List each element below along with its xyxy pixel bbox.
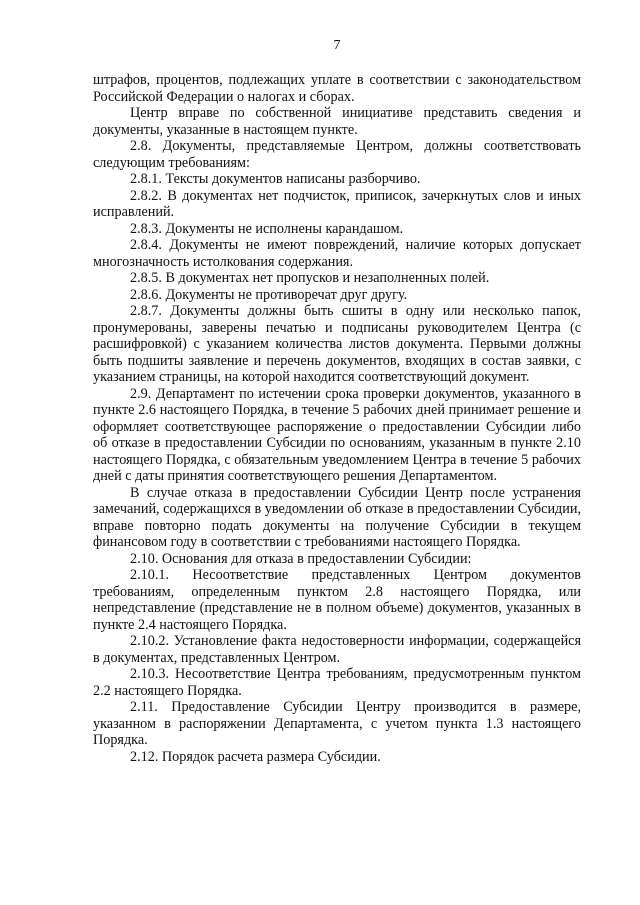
paragraph-2-10: 2.10. Основания для отказа в предоставлении Субсидии:	[130, 550, 472, 567]
paragraph: В случае отказа в предоставлении Субсидии Центр после устранения замечаний, содержащихся в уведомлении об отказе в предоставлении Субсидии, вправе повторно подать документы на получение Субсидии в текущем финансовом году в соответствии с требованиями настоящего Порядка.	[93, 484, 581, 550]
paragraph-2-8-2: 2.8.2. В документах нет подчисток, приписок, зачеркнутых слов и иных исправлений.	[93, 187, 581, 220]
paragraph: Центр вправе по собственной инициативе представить сведения и документы, указанные в настоящем пункте.	[93, 105, 581, 138]
paragraph-2-10-3: 2.10.3. Несоответствие Центра требованиям, предусмотренным пунктом 2.2 настоящего Порядка.	[93, 666, 581, 699]
document-body	[93, 72, 581, 765]
paragraph-2-11: 2.11. Предоставление Субсидии Центру производится в размере, указанном в распоряжении Департамента, с учетом пункта 1.3 настоящего Порядка.	[93, 699, 581, 748]
paragraph-2-10-1: 2.10.1. Несоответствие представленных Центром документов требованиям, определенным пунктом 2.8 настоящего Порядка, или непредставление (представление не в полном объеме) документов, указанных в пункте 2.4 настоящего Порядка.	[93, 567, 581, 633]
paragraph-2-8-1: 2.8.1. Тексты документов написаны разборчиво.	[130, 171, 421, 187]
paragraph-2-8-5: 2.8.5. В документах нет пропусков и незаполненных полей.	[130, 270, 490, 286]
paragraph-2-8-7: 2.8.7. Документы должны быть сшиты в одну или несколько папок, пронумерованы, заверены печатью и подписаны руководителем Центра (с расшифровкой) с указанием количества листов документа. Первыми должны быть подшиты заявление и перечень документов, входящих в состав заявки, с указанием страницы, на которой находится соответствующий документ.	[93, 303, 581, 385]
paragraph-continuation: штрафов, процентов, подлежащих уплате в соответствии с законодательством Российской Федерации о налогах и сборах.	[93, 72, 581, 105]
paragraph-2-12: 2.12. Порядок расчета размера Субсидии.	[130, 748, 381, 765]
paragraph-2-8-6: 2.8.6. Документы не противоречат друг другу.	[130, 286, 408, 303]
paragraph-2-8-4: 2.8.4. Документы не имеют повреждений, наличие которых допускает многозначность истолкования содержания.	[93, 237, 581, 270]
paragraph-2-9: 2.9. Департамент по истечении срока проверки документов, указанного в пункте 2.6 настоящего Порядка, в течение 5 рабочих дней принимает решение и оформляет соответствующее распоряжение о предоставлении Субсидии либо об отказе в предоставлении Субсидии по основаниям, указанным в пункте 2.10 настоящего Порядка, с обязательным уведомлением Центра в течение 5 рабочих дней с даты принятия соответствующего решения Департаментом.	[93, 385, 581, 484]
paragraph-2-10-2: 2.10.2. Установление факта недостоверности информации, содержащейся в документах, представленных Центром.	[93, 633, 581, 666]
page-number: 7	[333, 38, 341, 53]
paragraph-2-8: 2.8. Документы, представляемые Центром, должны соответствовать следующим требованиям:	[93, 138, 581, 171]
paragraph-2-8-3: 2.8.3. Документы не исполнены карандашом.	[130, 220, 404, 237]
